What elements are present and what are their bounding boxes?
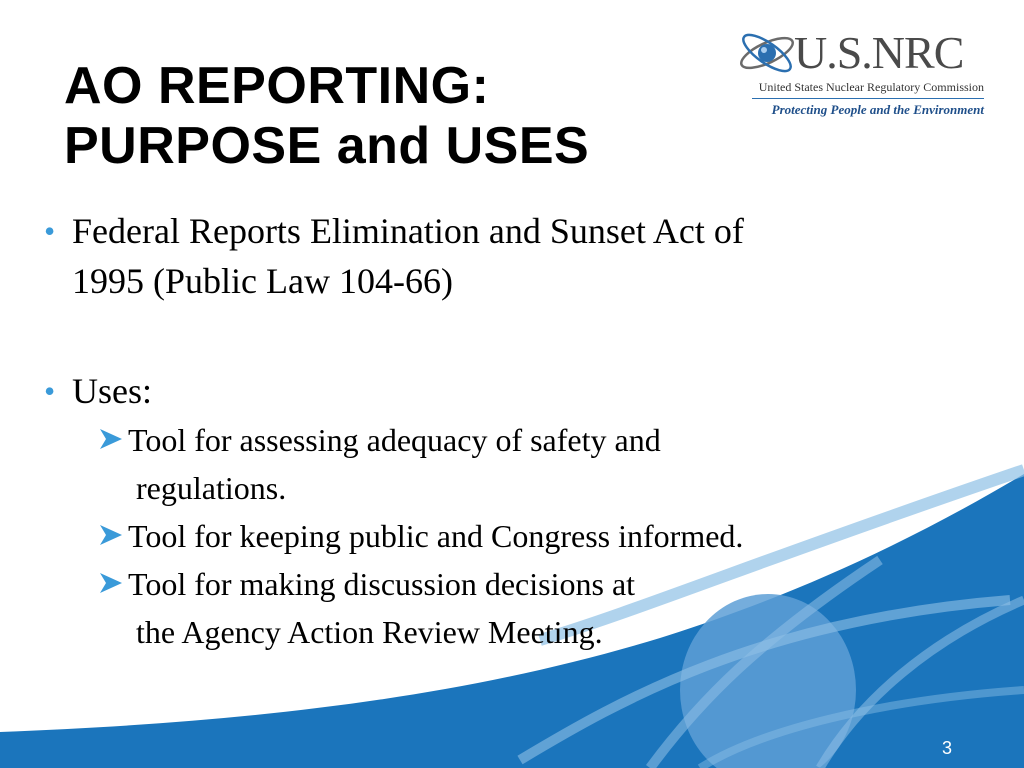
bullet-text-line: 1995 (Public Law 104-66) [72, 261, 453, 301]
sub-bullet-item [44, 560, 944, 608]
slide-title [64, 56, 589, 176]
slide-content [44, 206, 944, 656]
title-line-1: AO REPORTING: [64, 57, 490, 115]
sub-bullet-text-line: Tool for keeping public and Congress informed. [128, 518, 744, 554]
logo-divider [752, 98, 984, 99]
logo-wordmark: U.S.NRC [794, 27, 964, 78]
logo-agency-name: United States Nuclear Regulatory Commission [758, 80, 984, 94]
bullet-text-line: Federal Reports Elimination and Sunset Act of [72, 211, 744, 251]
slide-page-number: 3 [941, 738, 952, 758]
sub-bullet-item [44, 512, 944, 560]
nrc-logo [736, 20, 986, 120]
sub-bullet-text-line: Tool for assessing adequacy of safety and [128, 422, 661, 458]
title-line-2: PURPOSE and USES [64, 117, 590, 175]
arrow-bullet-icon [98, 570, 124, 596]
atom-globe-icon [736, 24, 798, 82]
bullet-dot-icon: • [44, 373, 56, 409]
bullet-item [44, 366, 944, 416]
bullet-dot-icon: • [44, 213, 56, 249]
sub-bullet-item [44, 416, 944, 464]
arrow-bullet-icon [98, 522, 124, 548]
bullet-text-line: Uses: [72, 371, 152, 411]
sub-bullet-text-line: regulations. [136, 470, 287, 506]
sub-bullet-text-line: Tool for making discussion decisions at [128, 566, 636, 602]
bullet-item [44, 206, 944, 306]
arrow-bullet-icon [98, 426, 124, 452]
sub-bullet-text-line: the Agency Action Review Meeting. [136, 614, 603, 650]
logo-tagline: Protecting People and the Environment [771, 102, 984, 117]
